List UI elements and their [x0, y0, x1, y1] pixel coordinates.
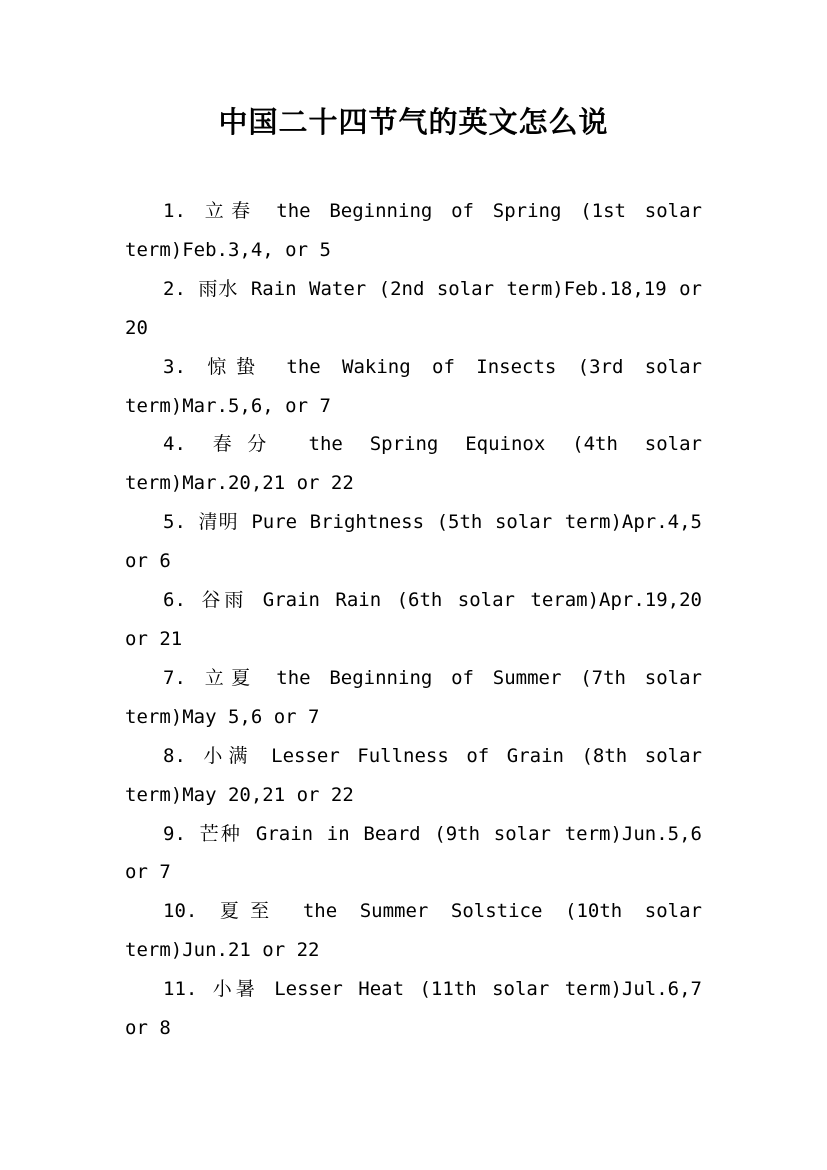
entry-chinese-term: 小满	[203, 744, 254, 767]
entry-number: 10.	[163, 900, 198, 923]
entry-english-term: Grain Rain (6th solar teram)Apr.19,20 or 21	[125, 589, 702, 650]
entry-english-term: the Beginning of Summer (7th solar term)May 5,6 or 7	[125, 666, 702, 728]
entry-english-term: Lesser Heat (11th solar term)Jul.6,7 or 8	[125, 978, 702, 1040]
list-item	[125, 270, 702, 348]
entry-english-term: the Beginning of Spring (1st solar term)Feb.3,4, or 5	[125, 200, 702, 261]
entry-number: 5.	[163, 511, 186, 534]
entry-chinese-term: 春分	[212, 433, 282, 456]
entry-english-term: Rain Water (2nd solar term)Feb.18,19 or 20	[125, 277, 702, 339]
list-item	[125, 659, 702, 737]
list-item	[125, 815, 702, 893]
list-item	[125, 192, 702, 270]
entry-number: 8.	[163, 744, 186, 767]
entry-number: 2.	[163, 277, 186, 300]
entry-english-term: Pure Brightness (5th solar term)Apr.4,5 or 6	[125, 511, 702, 573]
entry-chinese-term: 夏至	[219, 900, 281, 923]
list-item	[125, 348, 702, 426]
entry-chinese-term: 清明	[198, 511, 239, 534]
entry-english-term: the Summer Solstice (10th solar term)Jun.21 or 22	[125, 900, 702, 962]
entry-number: 11.	[163, 978, 198, 1001]
list-item	[125, 425, 702, 503]
list-item	[125, 892, 702, 970]
entry-number: 3.	[163, 355, 186, 378]
document-title: 中国二十四节气的英文怎么说	[218, 105, 609, 139]
entry-english-term: the Waking of Insects (3rd solar term)Mar.5,6, or 7	[125, 355, 702, 417]
entry-chinese-term: 立春	[204, 200, 258, 222]
entry-chinese-term: 谷雨	[201, 589, 248, 612]
entry-chinese-term: 芒种	[199, 822, 243, 845]
list-item	[125, 581, 702, 659]
solar-terms-list	[125, 192, 702, 1048]
entry-chinese-term: 雨水	[198, 277, 239, 300]
entry-chinese-term: 立夏	[204, 666, 258, 689]
entry-number: 9.	[163, 822, 186, 845]
entry-chinese-term: 惊蛰	[207, 355, 266, 378]
entry-english-term: Grain in Beard (9th solar term)Jun.5,6 or 7	[125, 822, 702, 884]
entry-number: 4.	[163, 433, 186, 456]
entry-number: 1.	[163, 200, 186, 222]
entry-number: 7.	[163, 666, 186, 689]
list-item	[125, 737, 702, 815]
entry-chinese-term: 小暑	[212, 978, 259, 1001]
entry-number: 6.	[163, 589, 186, 612]
list-item	[125, 970, 702, 1048]
entry-english-term: the Spring Equinox (4th solar term)Mar.20,21 or 22	[125, 433, 702, 495]
list-item	[125, 503, 702, 581]
entry-english-term: Lesser Fullness of Grain (8th solar term)May 20,21 or 22	[125, 744, 702, 806]
